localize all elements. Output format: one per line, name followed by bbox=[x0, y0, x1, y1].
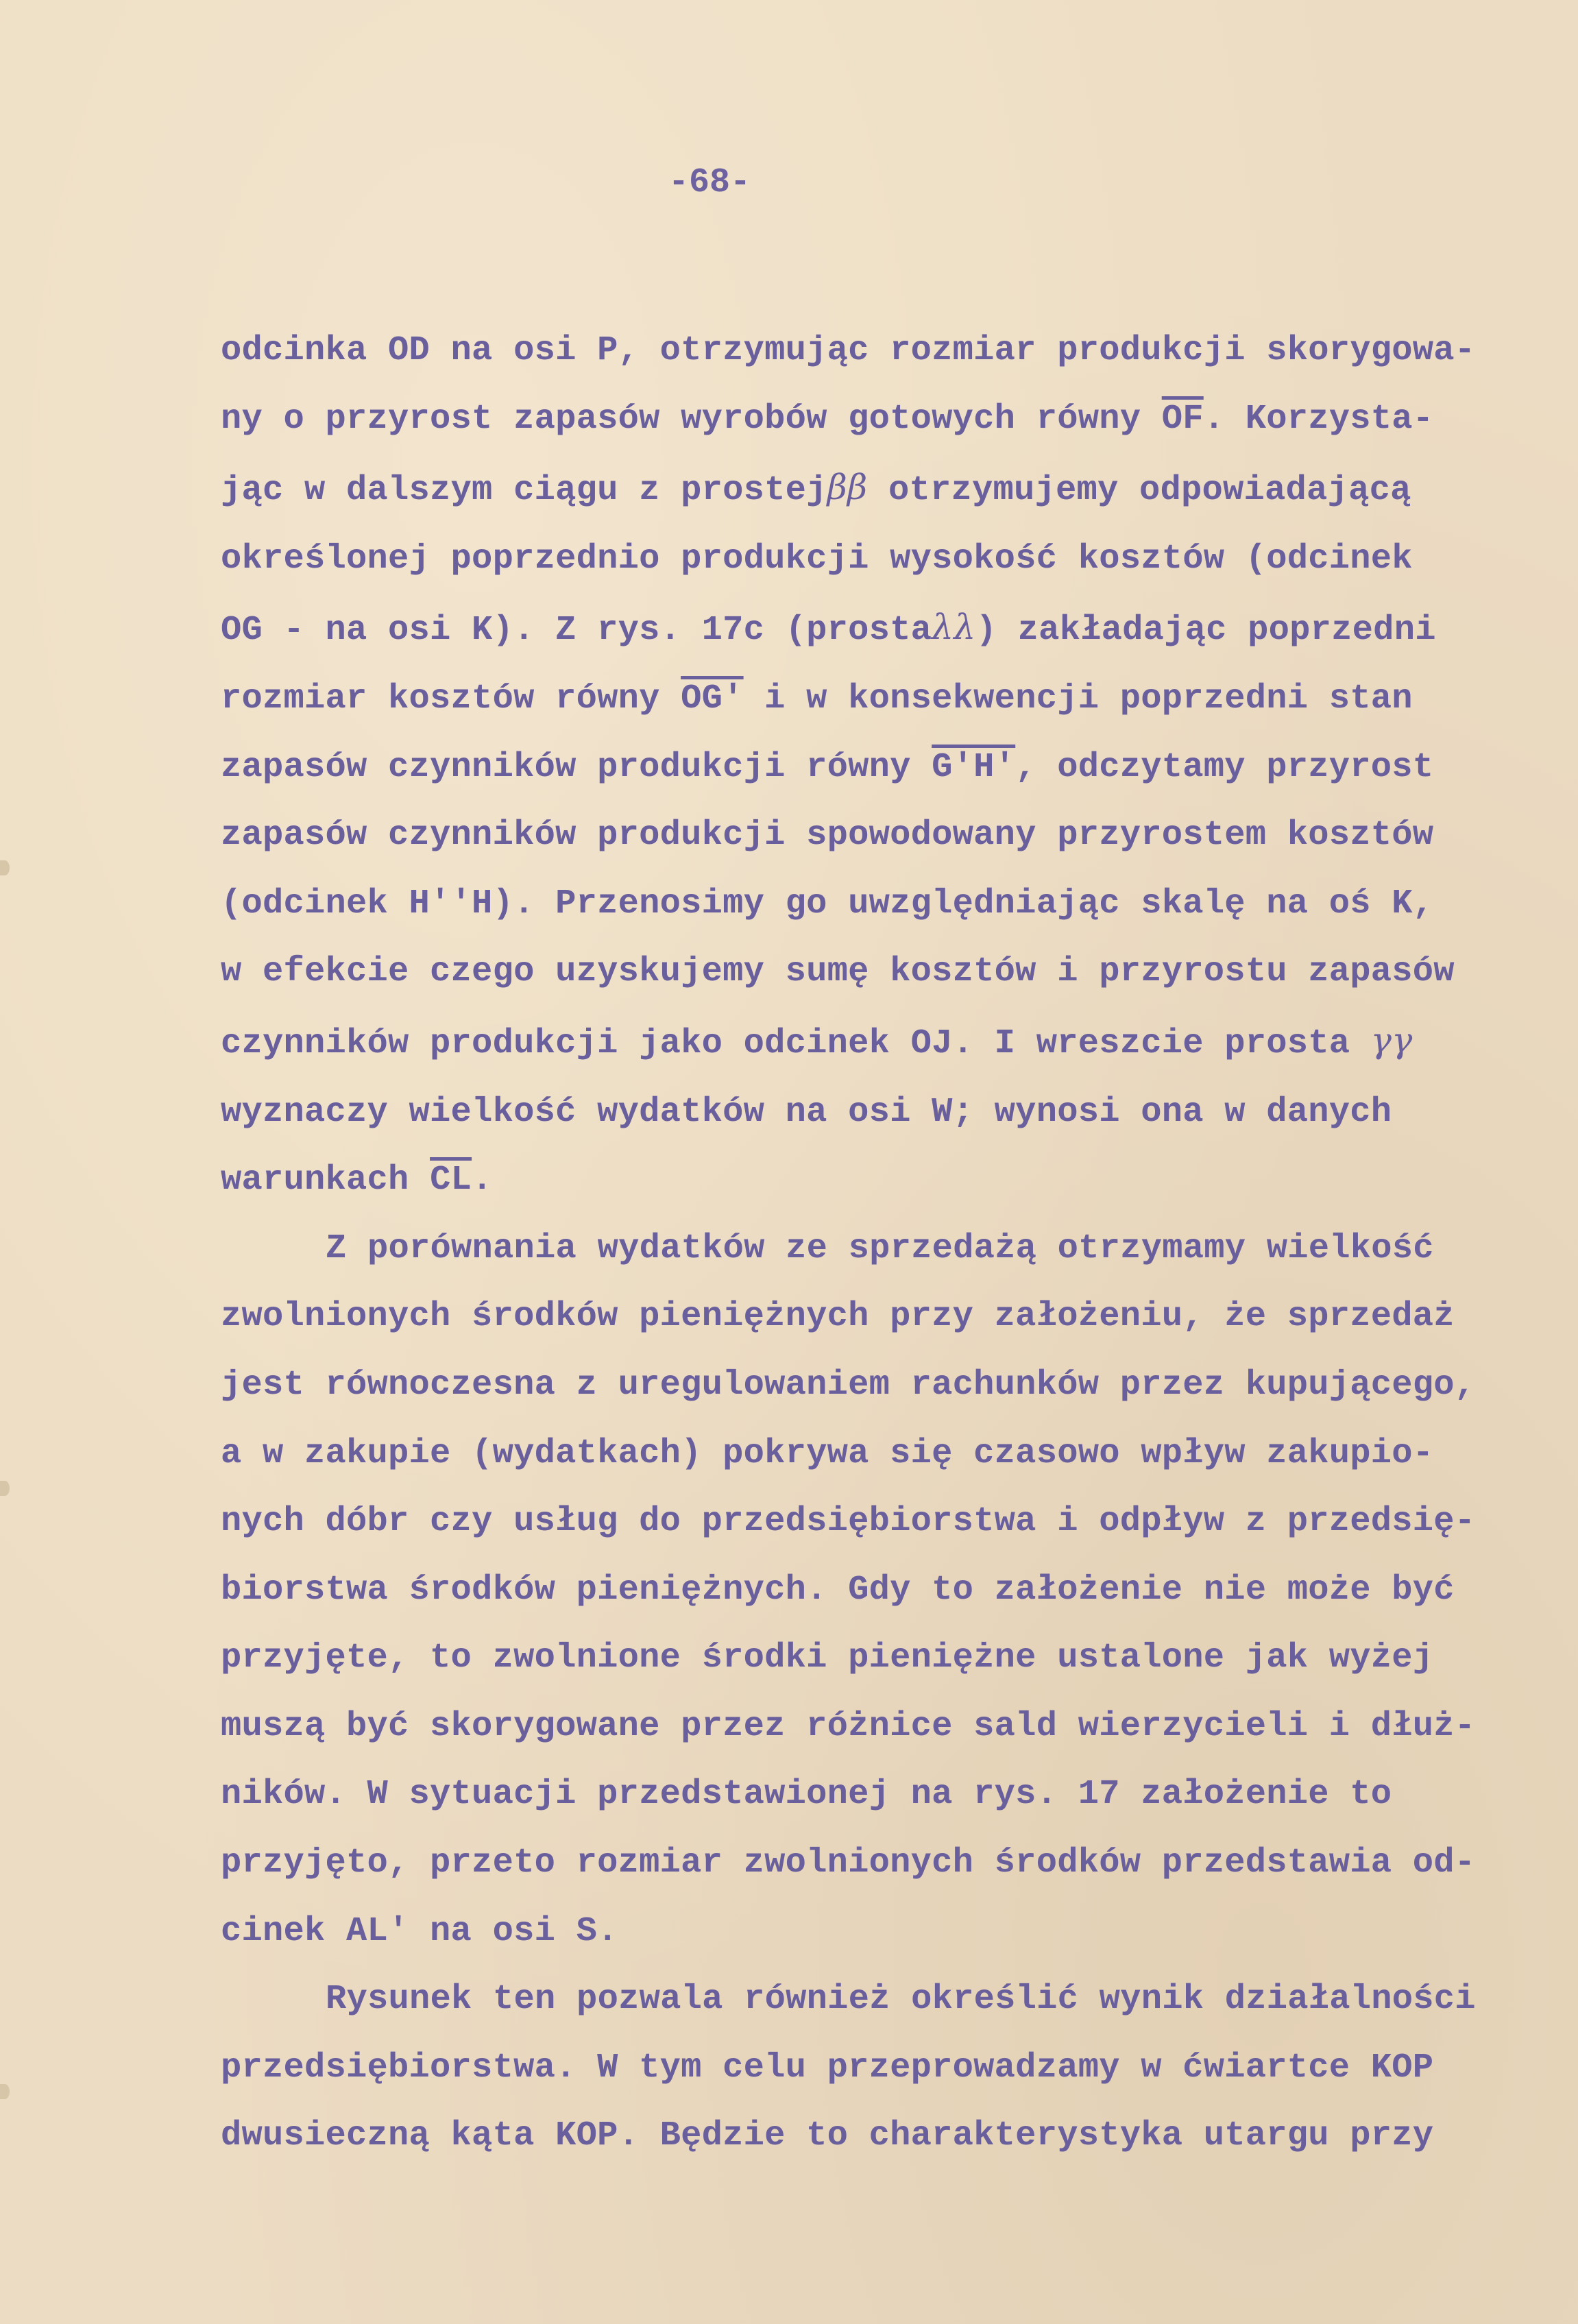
text-line bbox=[221, 1351, 1523, 1420]
text-line bbox=[221, 1965, 1523, 2034]
text-line bbox=[221, 1146, 1523, 1215]
overlined-segment: $\overline{CL}$ bbox=[430, 1161, 472, 1200]
text-segment: dwusieczną kąta KOP. Będzie to charakterystyka utargu przy bbox=[221, 2116, 1434, 2156]
text-line bbox=[221, 1488, 1523, 1556]
text-line bbox=[221, 453, 1523, 525]
text-segment: otrzymujemy odpowiadającą bbox=[867, 471, 1411, 511]
text-segment: w efekcie czego uzyskujemy sumę kosztów i przyrostu zapasów bbox=[221, 952, 1455, 992]
greek-symbol: λλ bbox=[932, 607, 976, 648]
text-line bbox=[221, 2034, 1523, 2103]
text-line bbox=[221, 801, 1523, 870]
text-segment: biorstwa środków pieniężnych. Gdy to założenie nie może być bbox=[221, 1570, 1455, 1610]
punch-hole bbox=[0, 1481, 10, 1496]
punch-hole bbox=[0, 860, 10, 875]
text-segment: przedsiębiorstwa. W tym celu przeprowadzamy w ćwiartce KOP bbox=[221, 2048, 1434, 2087]
text-segment: OG - na osi K). Z rys. 17c (prosta bbox=[221, 611, 932, 651]
text-line bbox=[221, 385, 1523, 454]
text-segment: cinek AL' na osi S. bbox=[221, 1911, 618, 1951]
page-number: -68- bbox=[668, 163, 751, 202]
overlined-segment: OG' bbox=[681, 679, 744, 718]
text-segment: rozmiar kosztów równy bbox=[221, 679, 681, 718]
text-line bbox=[221, 1078, 1523, 1147]
text-line bbox=[221, 1624, 1523, 1693]
text-segment: Rysunek ten pozwala również określić wynik działalności bbox=[326, 1980, 1476, 2020]
text-segment: , odczytamy przyrost bbox=[1015, 747, 1434, 787]
text-line bbox=[221, 317, 1523, 385]
text-line bbox=[221, 870, 1523, 939]
body-text bbox=[221, 317, 1523, 2170]
text-segment: przyjęte, to zwolnione środki pieniężne ustalone jak wyżej bbox=[221, 1638, 1434, 1678]
text-segment: odcinka OD na osi P, otrzymując rozmiar produkcji skorygowa- bbox=[221, 331, 1476, 370]
text-segment: wyznaczy wielkość wydatków na osi W; wynosi ona w danych bbox=[221, 1092, 1392, 1132]
text-line bbox=[221, 1693, 1523, 1761]
text-segment: jąc w dalszym ciągu z prostej bbox=[221, 471, 827, 511]
text-line bbox=[221, 1556, 1523, 1625]
text-segment: zapasów czynników produkcji równy bbox=[221, 747, 932, 787]
text-line bbox=[221, 1898, 1523, 1966]
text-segment: ników. W sytuacji przedstawionej na rys. 17 założenie to bbox=[221, 1775, 1392, 1815]
text-line bbox=[221, 1829, 1523, 1898]
text-segment: muszą być skorygowane przez różnice sald wierzycieli i dłuż- bbox=[221, 1706, 1476, 1746]
text-line bbox=[221, 1006, 1523, 1078]
text-line bbox=[221, 1420, 1523, 1488]
overlined-segment: G'H' bbox=[932, 747, 1016, 787]
text-segment: czynników produkcji jako odcinek OJ. I wreszcie prosta bbox=[221, 1024, 1371, 1063]
text-line bbox=[221, 1215, 1523, 1283]
text-segment: ) zakładając poprzedni bbox=[975, 611, 1436, 651]
text-segment: zwolnionych środków pieniężnych przy założeniu, że sprzedaż bbox=[221, 1297, 1455, 1337]
text-segment: warunkach bbox=[221, 1161, 430, 1200]
text-segment: zapasów czynników produkcji spowodowany przyrostem kosztów bbox=[221, 816, 1434, 856]
text-line bbox=[221, 2102, 1523, 2170]
punch-hole bbox=[0, 2084, 10, 2099]
greek-symbol: ββ bbox=[827, 467, 868, 508]
text-line bbox=[221, 734, 1523, 802]
overlined-segment: $\overline{OF}$ bbox=[1161, 399, 1204, 439]
text-segment: ny o przyrost zapasów wyrobów gotowych równy bbox=[221, 399, 1162, 439]
text-segment: nych dóbr czy usług do przedsiębiorstwa i odpływ z przedsię- bbox=[221, 1502, 1476, 1542]
text-line bbox=[221, 525, 1523, 594]
text-line bbox=[221, 938, 1523, 1006]
text-segment: a w zakupie (wydatkach) pokrywa się czasowo wpływ zakupio- bbox=[221, 1433, 1434, 1473]
text-segment: przyjęto, przeto rozmiar zwolnionych środków przedstawia od- bbox=[221, 1843, 1476, 1883]
text-segment: . Korzysta- bbox=[1203, 399, 1434, 439]
text-segment: jest równoczesna z uregulowaniem rachunków przez kupującego, bbox=[221, 1365, 1476, 1405]
text-segment: (odcinek H''H). Przenosimy go uwzględniając skalę na oś K, bbox=[221, 884, 1434, 923]
greek-symbol: γγ bbox=[1370, 1019, 1413, 1061]
text-segment: . bbox=[472, 1161, 493, 1200]
text-line bbox=[221, 1760, 1523, 1829]
text-segment: Z porównania wydatków ze sprzedażą otrzymamy wielkość bbox=[326, 1228, 1434, 1268]
text-segment: określonej poprzednio produkcji wysokość kosztów (odcinek bbox=[221, 539, 1413, 579]
text-line bbox=[221, 593, 1523, 665]
text-line bbox=[221, 665, 1523, 734]
text-segment: i w konsekwencji poprzedni stan bbox=[743, 679, 1413, 718]
text-line bbox=[221, 1283, 1523, 1351]
